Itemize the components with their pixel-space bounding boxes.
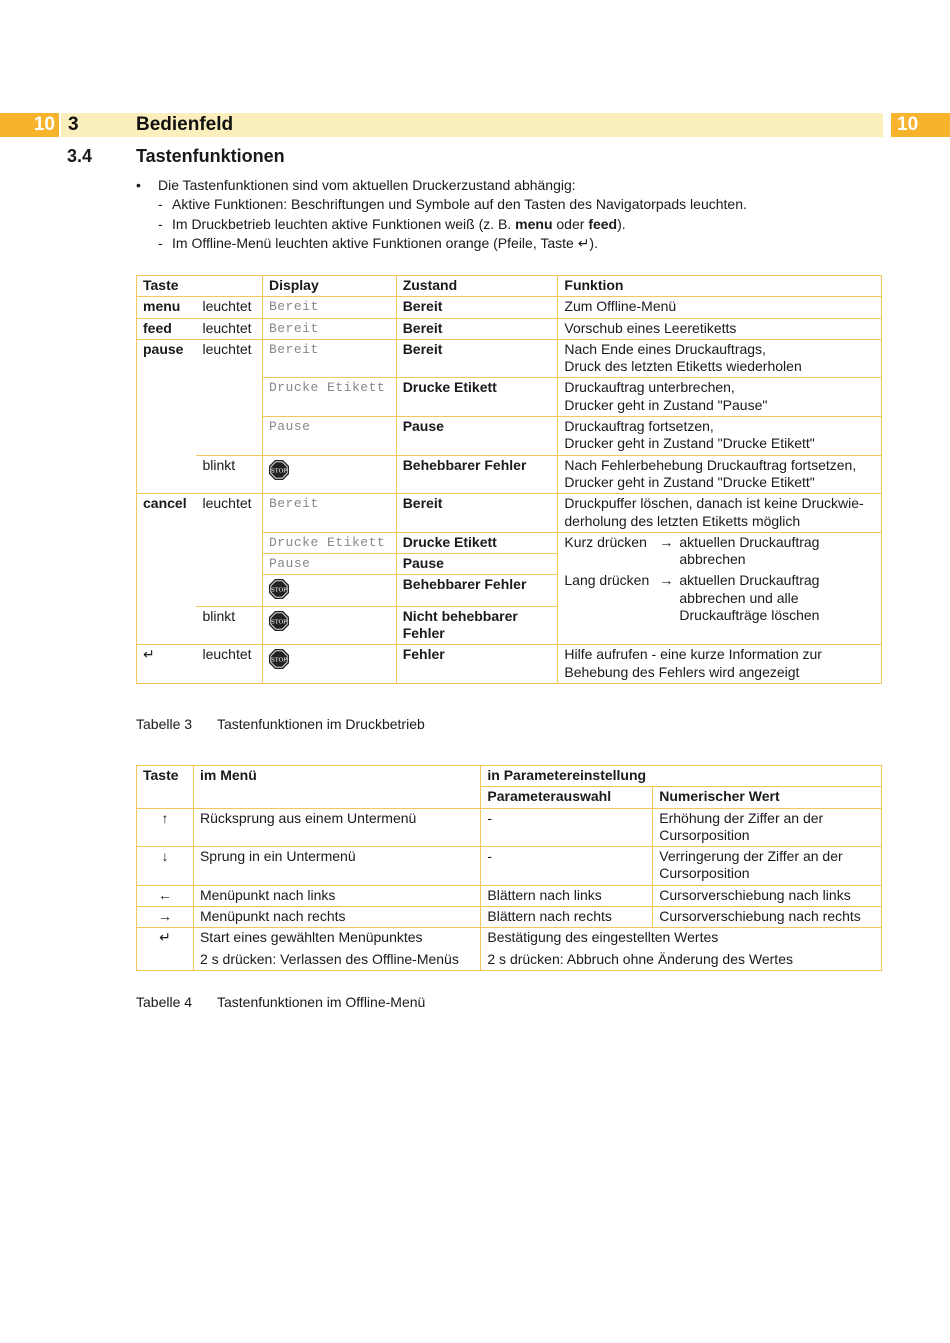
state-cell: blinkt [196, 455, 262, 494]
feed-keyword: feed [588, 215, 618, 232]
enter-icon: ↵ [137, 928, 194, 971]
zustand-cell: Bereit [396, 494, 558, 533]
state-cell: leuchtet [196, 297, 262, 318]
table-row [137, 847, 882, 886]
bullet-list [136, 176, 876, 253]
display-cell: Bereit [262, 339, 396, 378]
header-wert: Numerischer Wert [653, 787, 882, 808]
arrow-left-icon: ← [137, 885, 194, 906]
display-cell: Bereit [262, 494, 396, 533]
arrow-right-icon: → [659, 533, 674, 550]
funktion-line: Druckauftrag fortsetzen, [564, 418, 714, 435]
zustand-line: Fehler [402, 625, 445, 642]
stop-icon-text: STOP [271, 467, 287, 475]
sub-bullet-text: Aktive Funktionen: Beschriftungen und Symbole auf den Tasten des Navigatorpads leuchten. [172, 196, 747, 213]
key-menu: menu [137, 297, 197, 318]
chapter-header [61, 113, 883, 137]
funktion-line: Drucker geht in Zustand "Drucke Etikett" [564, 473, 815, 490]
auswahl-cell: Blättern nach rechts [481, 907, 653, 928]
table-row [137, 808, 882, 847]
display-cell [262, 455, 396, 494]
state-cell: blinkt [196, 606, 262, 645]
funktion-line: aktuellen Druckauftrag [679, 572, 820, 589]
funktion-cell [558, 339, 882, 378]
table-row [137, 907, 882, 928]
header-auswahl: Parameterauswahl [481, 787, 653, 808]
state-cell: leuchtet [196, 494, 262, 606]
bullet-text: Die Tastenfunktionen sind vom aktuellen Druckerzustand abhängig: [158, 177, 576, 193]
stop-icon-text: STOP [271, 586, 287, 594]
funktion-cell-cancel [558, 532, 882, 644]
funktion-cell [558, 455, 882, 494]
caption-number: Tabelle 3 [136, 716, 193, 732]
wert-line: Erhöhung der Ziffer an der [659, 809, 824, 826]
key-cancel: cancel [137, 494, 197, 645]
header-param: in Parametereinstellung [481, 766, 882, 787]
menu-cell [193, 928, 480, 971]
lang-row [564, 572, 875, 624]
funktion-cell: Vorschub eines Leeretiketts [558, 318, 882, 339]
key-enter: ↵ [137, 645, 197, 684]
page-number-left: 10 [0, 113, 59, 137]
state-cell: leuchtet [196, 339, 262, 455]
menu-line: 2 s drücken: Verlassen des Offline-Menüs [199, 950, 459, 967]
kurz-row [564, 534, 875, 569]
zustand-cell: Pause [396, 554, 558, 575]
display-cell: Bereit [262, 318, 396, 339]
wert-cell [653, 847, 882, 886]
stop-icon-text: STOP [271, 618, 287, 626]
funktion-line: abbrechen [679, 551, 746, 568]
display-cell [262, 575, 396, 606]
key-feed: feed [137, 318, 197, 339]
display-cell [262, 606, 396, 645]
menu-cell: Menüpunkt nach links [193, 885, 480, 906]
auswahl-cell: Blättern nach links [481, 885, 653, 906]
table-offline-menu [136, 765, 882, 971]
wert-cell: Cursorverschiebung nach rechts [653, 907, 882, 928]
funktion-line: abbrechen und alle [679, 589, 799, 606]
lang-label: Lang drücken [564, 572, 650, 589]
header-menu: im Menü [193, 766, 480, 809]
funktion-line: Nach Ende eines Druckauftrags, [564, 340, 766, 357]
funktion-line: Drucker geht in Zustand "Pause" [564, 396, 768, 413]
table-row [137, 318, 882, 339]
table-row [137, 455, 882, 494]
funktion-line: Drucker geht in Zustand "Drucke Etikett" [564, 435, 815, 452]
zustand-cell: Fehler [396, 645, 558, 684]
funktion-line: Behebung des Fehlers wird angezeigt [564, 663, 800, 680]
arrow-right-icon: → [137, 907, 194, 928]
funktion-cell [558, 417, 882, 456]
header-taste: Taste [137, 276, 263, 297]
section-title: Tastenfunktionen [136, 146, 285, 166]
caption-number: Tabelle 4 [136, 994, 193, 1010]
funktion-cell [558, 645, 882, 684]
table-row [137, 885, 882, 906]
zustand-cell: Behebbarer Fehler [396, 575, 558, 606]
sub-bullet-item: - Im Offline-Menü leuchten aktive Funktionen orange (Pfeile, Taste ↵). [158, 234, 598, 251]
sub-bullet-text-b: oder [552, 215, 589, 232]
stop-icon-text: STOP [271, 656, 287, 664]
menu-line: Start eines gewählten Menüpunktes [199, 929, 423, 946]
wert-line: Cursorposition [659, 826, 750, 843]
lang-text [679, 572, 819, 624]
display-cell [262, 645, 396, 684]
chapter-number: 3 [68, 114, 79, 135]
sub-bullet-text-a: Im Druckbetrieb leuchten aktive Funktionen weiß (z. B. [172, 215, 516, 232]
table-row [137, 297, 882, 318]
funktion-line: derholung des letzten Etiketts möglich [564, 512, 801, 529]
table-row [137, 494, 882, 533]
funktion-line: Druckauftrag unterbrechen, [564, 379, 735, 396]
wert-line: Verringerung der Ziffer an der [659, 848, 843, 865]
header-taste: Taste [137, 766, 194, 809]
key-pause: pause [137, 339, 197, 493]
funktion-line: aktuellen Druckauftrag [679, 533, 820, 550]
zustand-cell: Drucke Etikett [396, 378, 558, 417]
table-caption [136, 716, 425, 732]
menu-cell: Sprung in ein Untermenü [193, 847, 480, 886]
table-print-mode [136, 275, 882, 684]
arrow-down-icon: ↓ [137, 847, 194, 886]
zustand-cell: Bereit [396, 339, 558, 378]
funktion-line: Nach Fehlerbehebung Druckauftrag fortsetzen, [564, 456, 857, 473]
sub-bullet-item: - Aktive Funktionen: Beschriftungen und Symbole auf den Tasten des Navigatorpads leuchten. [158, 196, 747, 213]
zustand-cell: Behebbarer Fehler [396, 455, 558, 494]
chapter-title: Bedienfeld [136, 114, 234, 135]
funktion-line: Hilfe aufrufen - eine kurze Information zur [564, 646, 822, 663]
table-header-row [137, 276, 882, 297]
caption-text: Tastenfunktionen im Druckbetrieb [217, 716, 425, 732]
stop-icon [269, 649, 289, 669]
table-row [137, 645, 882, 684]
display-cell: Drucke Etikett [262, 378, 396, 417]
display-cell: Bereit [262, 297, 396, 318]
wert-cell: Cursorverschiebung nach links [653, 885, 882, 906]
menu-keyword: menu [515, 215, 553, 232]
funktion-line: Druckpuffer löschen, danach ist keine Druckwie- [564, 495, 864, 512]
table-row [137, 928, 882, 971]
kurz-text [679, 534, 819, 569]
kurz-label: Kurz drücken [564, 533, 647, 550]
funktion-line: Druckaufträge löschen [679, 607, 820, 624]
stop-icon [269, 611, 289, 631]
arrow-up-icon: ↑ [137, 808, 194, 847]
zustand-cell: Pause [396, 417, 558, 456]
state-cell: leuchtet [196, 645, 262, 684]
zustand-cell [396, 606, 558, 645]
header-funktion: Funktion [558, 276, 882, 297]
stop-icon [269, 579, 289, 599]
funktion-cell [558, 378, 882, 417]
header-zustand: Zustand [396, 276, 558, 297]
auswahl-cell: - [481, 808, 653, 847]
table-header-row [137, 766, 882, 787]
state-cell: leuchtet [196, 318, 262, 339]
menu-cell: Menüpunkt nach rechts [193, 907, 480, 928]
param-line: Bestätigung des eingestellten Wertes [487, 929, 719, 946]
wert-cell [653, 808, 882, 847]
table-row [137, 339, 882, 378]
section-number: 3.4 [67, 146, 93, 166]
zustand-cell: Bereit [396, 297, 558, 318]
header-display: Display [262, 276, 396, 297]
sub-bullet-text: Im Offline-Menü leuchten aktive Funktionen orange (Pfeile, Taste ↵). [172, 234, 598, 251]
table-caption [136, 994, 425, 1010]
param-cell [481, 928, 882, 971]
auswahl-cell: - [481, 847, 653, 886]
sub-bullet-text-c: ). [617, 215, 626, 232]
param-line: 2 s drücken: Abbruch ohne Änderung des Wertes [487, 950, 793, 967]
display-cell: Pause [262, 554, 396, 575]
arrow-right-icon: → [659, 572, 674, 589]
zustand-line: Nicht behebbarer [402, 607, 518, 624]
page-number-right: 10 [891, 113, 950, 137]
zustand-cell: Bereit [396, 318, 558, 339]
funktion-cell [558, 494, 882, 533]
sub-bullet-item: - Im Druckbetrieb leuchten aktive Funktionen weiß (z. B. menu oder feed). [158, 215, 626, 232]
zustand-cell: Drucke Etikett [396, 532, 558, 553]
funktion-line: Druck des letzten Etiketts wiederholen [564, 358, 802, 375]
bullet-item: • Die Tastenfunktionen sind vom aktuellen Druckerzustand abhängig: [136, 177, 576, 193]
stop-icon [269, 460, 289, 480]
menu-cell: Rücksprung aus einem Untermenü [193, 808, 480, 847]
wert-line: Cursorposition [659, 865, 750, 882]
display-cell: Pause [262, 417, 396, 456]
display-cell: Drucke Etikett [262, 532, 396, 553]
funktion-cell: Zum Offline-Menü [558, 297, 882, 318]
caption-text: Tastenfunktionen im Offline-Menü [217, 994, 426, 1010]
